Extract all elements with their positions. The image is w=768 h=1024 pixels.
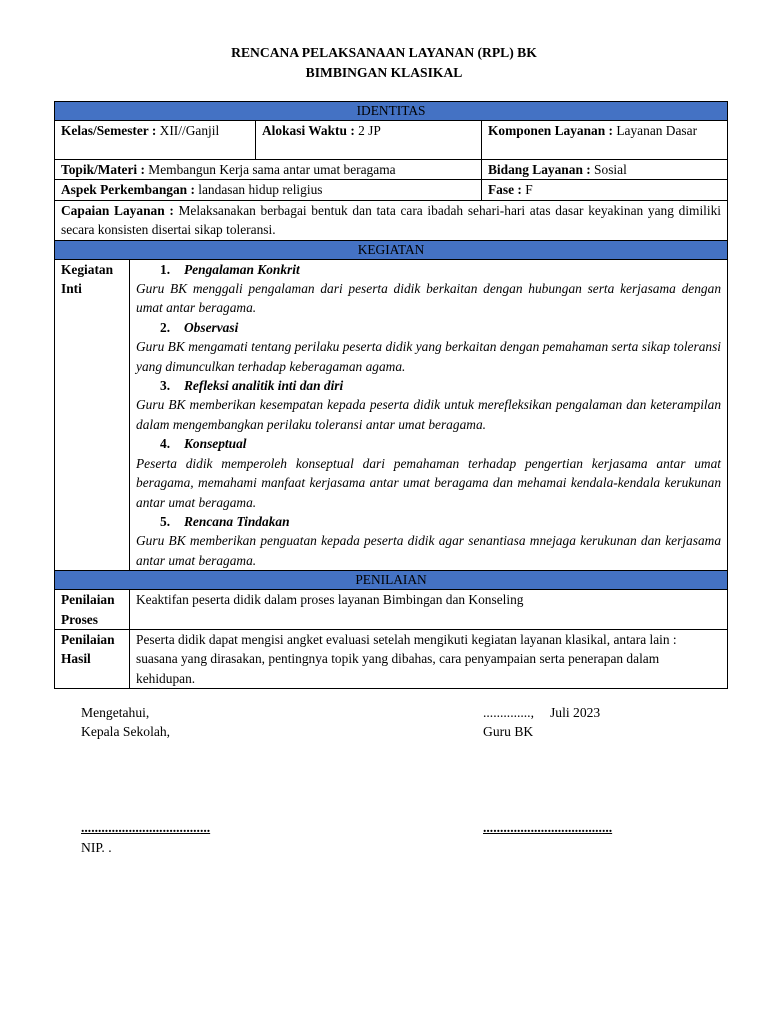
- kegiatan-inti-label-cell: [55, 259, 130, 571]
- step-3-text: Guru BK memberikan kesempatan kepada peserta didik untuk merefleksikan pengalaman dan keterampilan dalam mengembangkan perilaku toleransi antar umat beragama.: [136, 397, 722, 432]
- step-5-text: Guru BK memberikan penguatan kepada peserta didik agar senantiasa mnejaga kerukunan dan kerjasama antar umat beragama.: [136, 533, 722, 568]
- kelas-label: Kelas/Semester :: [61, 123, 157, 138]
- aspek-label: Aspek Perkembangan :: [61, 182, 195, 198]
- alokasi-label: Alokasi Waktu :: [262, 123, 355, 138]
- komponen-layanan-cell: [482, 121, 728, 160]
- bidang-layanan-cell: [482, 160, 728, 180]
- nip-label: NIP. .: [81, 840, 112, 855]
- penilaian-proses-label: Penilaian Proses: [61, 592, 115, 627]
- aspek-value: landasan hidup religius: [194, 182, 323, 198]
- step-5-title: 5. Rencana Tindakan: [160, 513, 290, 529]
- penilaian-hasil-label: Penilaian Hasil: [61, 631, 115, 667]
- penilaian-header: PENILAIAN: [55, 571, 728, 590]
- guru-bk-signature-line: ......................................: [483, 820, 613, 835]
- capaian-layanan-cell: [55, 200, 728, 240]
- topik-value: Membangun Kerja sama antar umat beragama: [144, 162, 396, 177]
- date-line: [483, 703, 600, 722]
- bidang-label: Bidang Layanan :: [488, 162, 591, 177]
- fase-cell: [482, 180, 728, 200]
- date-text: Juli 2023: [549, 705, 601, 720]
- alokasi-value: 2 JP: [354, 123, 381, 138]
- komponen-label: Komponen Layanan :: [488, 123, 614, 138]
- kelas-value: XII//Ganjil: [156, 123, 220, 138]
- alokasi-waktu-cell: [256, 121, 482, 160]
- fase-value: F: [521, 182, 533, 198]
- penilaian-proses-text: Keaktifan peserta didik dalam proses layanan Bimbingan dan Konseling: [130, 590, 728, 630]
- topik-label: Topik/Materi :: [61, 162, 145, 177]
- komponen-value: Layanan Dasar: [613, 123, 698, 138]
- kegiatan-inti-label: Kegiatan Inti: [61, 261, 114, 297]
- capaian-value: Melaksanakan berbagai bentuk dan tata cara ibadah sehari-hari atas dasar keyakinan yang dimiliki secara konsisten disertai sikap toleransi.: [61, 202, 722, 238]
- penilaian-hasil-text: Peserta didik dapat mengisi angket evaluasi setelah mengikuti kegiatan layanan klasikal, antara lain : suasana yang dirasakan, pentingnya topik yang dibahas, cara penyampaian serta penerapan dalam kehidupan.: [130, 629, 728, 688]
- step-1-title: 1. Pengalaman Konkrit: [160, 261, 300, 277]
- document-title-line1: RENCANA PELAKSANAAN LAYANAN (RPL) BK: [231, 45, 537, 60]
- step-3-title: 3. Refleksi analitik inti dan diri: [160, 378, 344, 394]
- guru-bk-label: Guru BK: [483, 724, 534, 739]
- kelas-semester-cell: [55, 121, 256, 160]
- aspek-perkembangan-cell: [55, 180, 482, 200]
- bidang-value: Sosial: [590, 162, 627, 177]
- identitas-header: IDENTITAS: [55, 102, 728, 121]
- step-4-text: Peserta didik memperoleh konseptual dari pemahaman terhadap pengertian kerjasama antar umat beragama, memahami manfaat kerjasama antar umat beragama dan mehamai kendala-kendala kerukunan antar umat beragama.: [136, 455, 722, 510]
- step-4-title: 4. Konseptual: [160, 436, 247, 452]
- step-2-text: Guru BK mengamati tentang perilaku peserta didik yang berkaitan dengan pemahaman serta sikap toleransi yang dimunculkan terhadap keberagaman agama.: [136, 339, 722, 374]
- mengetahui-label: Mengetahui,: [81, 705, 150, 720]
- penilaian-hasil-label-cell: [55, 629, 130, 688]
- penilaian-proses-label-cell: [55, 590, 130, 630]
- capaian-label: Capaian Layanan :: [61, 202, 174, 218]
- date-dots: ..............,: [483, 705, 534, 720]
- topik-materi-cell: [55, 160, 482, 180]
- fase-label: Fase :: [488, 182, 522, 198]
- kepala-sekolah-signature-line: ......................................: [81, 820, 211, 835]
- document-title-line2: BIMBINGAN KLASIKAL: [305, 65, 463, 80]
- kepala-sekolah-label: Kepala Sekolah,: [81, 724, 171, 739]
- kegiatan-inti-content: [130, 259, 728, 571]
- step-2-title: 2. Observasi: [160, 319, 239, 335]
- step-1-text: Guru BK menggali pengalaman dari peserta didik berkaitan dengan hubungan serta kerjasama dengan umat antar beragama.: [136, 281, 722, 316]
- kegiatan-header: KEGIATAN: [55, 240, 728, 259]
- rpl-table: [54, 101, 728, 689]
